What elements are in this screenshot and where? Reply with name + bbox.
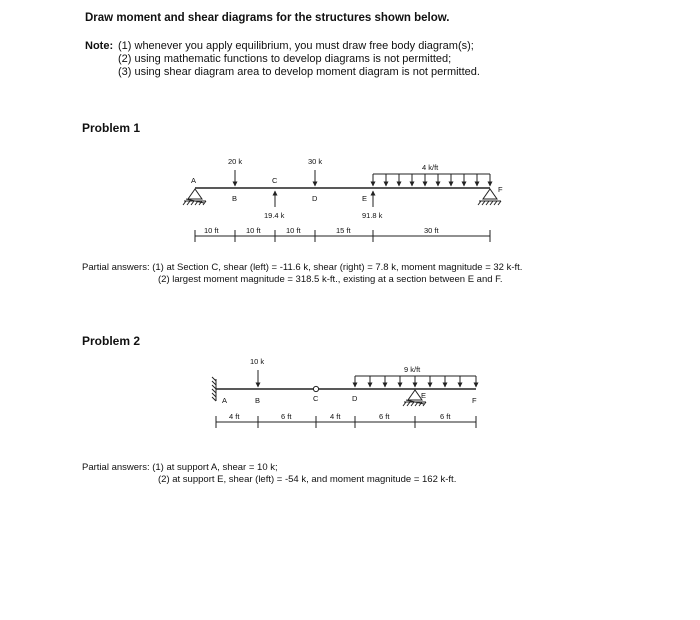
p2-load-b-label: 10 k (250, 357, 265, 366)
p1-distributed-load (373, 174, 490, 186)
p2-dist-load-label: 9 k/ft (404, 365, 421, 374)
note-label: Note: (85, 40, 114, 52)
problem-1-beam-diagram (183, 157, 503, 242)
p2-point-b: B (255, 396, 261, 405)
note-line-1: (1) whenever you apply equilibrium, you must draw free body diagram(s); (118, 40, 474, 52)
p1-point-e: E (362, 194, 368, 203)
p2-fixed-support-a (212, 377, 216, 401)
p1-point-a: A (191, 176, 197, 185)
p1-dim-1: 10 ft (204, 226, 219, 235)
p1-dim-2: 10 ft (246, 226, 261, 235)
p1-dim-3: 10 ft (286, 226, 301, 235)
note-line-3: (3) using shear diagram area to develop moment diagram is not permitted. (118, 66, 480, 78)
p1-point-b: B (232, 194, 238, 203)
p2-distributed-load (355, 376, 476, 387)
p2-dim-1: 4 ft (229, 412, 240, 421)
p1-point-c: C (272, 176, 278, 185)
p1-dist-load-label: 4 k/ft (422, 163, 439, 172)
p2-point-d: D (352, 394, 358, 403)
note-line-2: (2) using mathematic functions to develop diagrams is not permitted; (118, 53, 452, 65)
p2-point-a: A (222, 396, 228, 405)
p2-partial-answer-1: Partial answers: (1) at support A, shear = 10 k; (82, 462, 278, 473)
p1-point-f: F (498, 185, 503, 194)
p2-partial-answer-2: (2) at support E, shear (left) = -54 k, and moment magnitude = 162 k-ft. (158, 474, 457, 485)
p2-point-e: E (421, 391, 427, 400)
p2-dimension-line (216, 416, 476, 428)
p1-load-c-label: 19.4 k (264, 211, 285, 220)
page-title: Draw moment and shear diagrams for the structures shown below. (85, 12, 450, 24)
problem-1-heading: Problem 1 (82, 121, 141, 135)
p2-hinge-c (313, 386, 318, 391)
p1-partial-answer-1: Partial answers: (1) at Section C, shear (left) = -11.6 k, shear (right) = 7.8 k, moment magnitude = 32 k-ft. (82, 262, 523, 273)
p2-dim-3: 4 ft (330, 412, 341, 421)
p1-load-e-label: 91.8 k (362, 211, 383, 220)
p1-pin-support-a (183, 189, 206, 205)
problem-2-heading: Problem 2 (82, 334, 141, 348)
p1-partial-answer-2: (2) largest moment magnitude = 318.5 k-ft., existing at a section between E and F. (158, 274, 503, 285)
p1-load-d-label: 30 k (308, 157, 323, 166)
p1-load-b-label: 20 k (228, 157, 243, 166)
p1-dim-4: 15 ft (336, 226, 351, 235)
p1-dim-5: 30 ft (424, 226, 439, 235)
p2-point-f: F (472, 396, 477, 405)
p2-dim-2: 6 ft (281, 412, 292, 421)
p2-point-c: C (313, 394, 319, 403)
p1-point-d: D (312, 194, 318, 203)
p2-dim-5: 6 ft (440, 412, 451, 421)
problem-2-beam-diagram (212, 357, 477, 428)
p2-dim-4: 6 ft (379, 412, 390, 421)
